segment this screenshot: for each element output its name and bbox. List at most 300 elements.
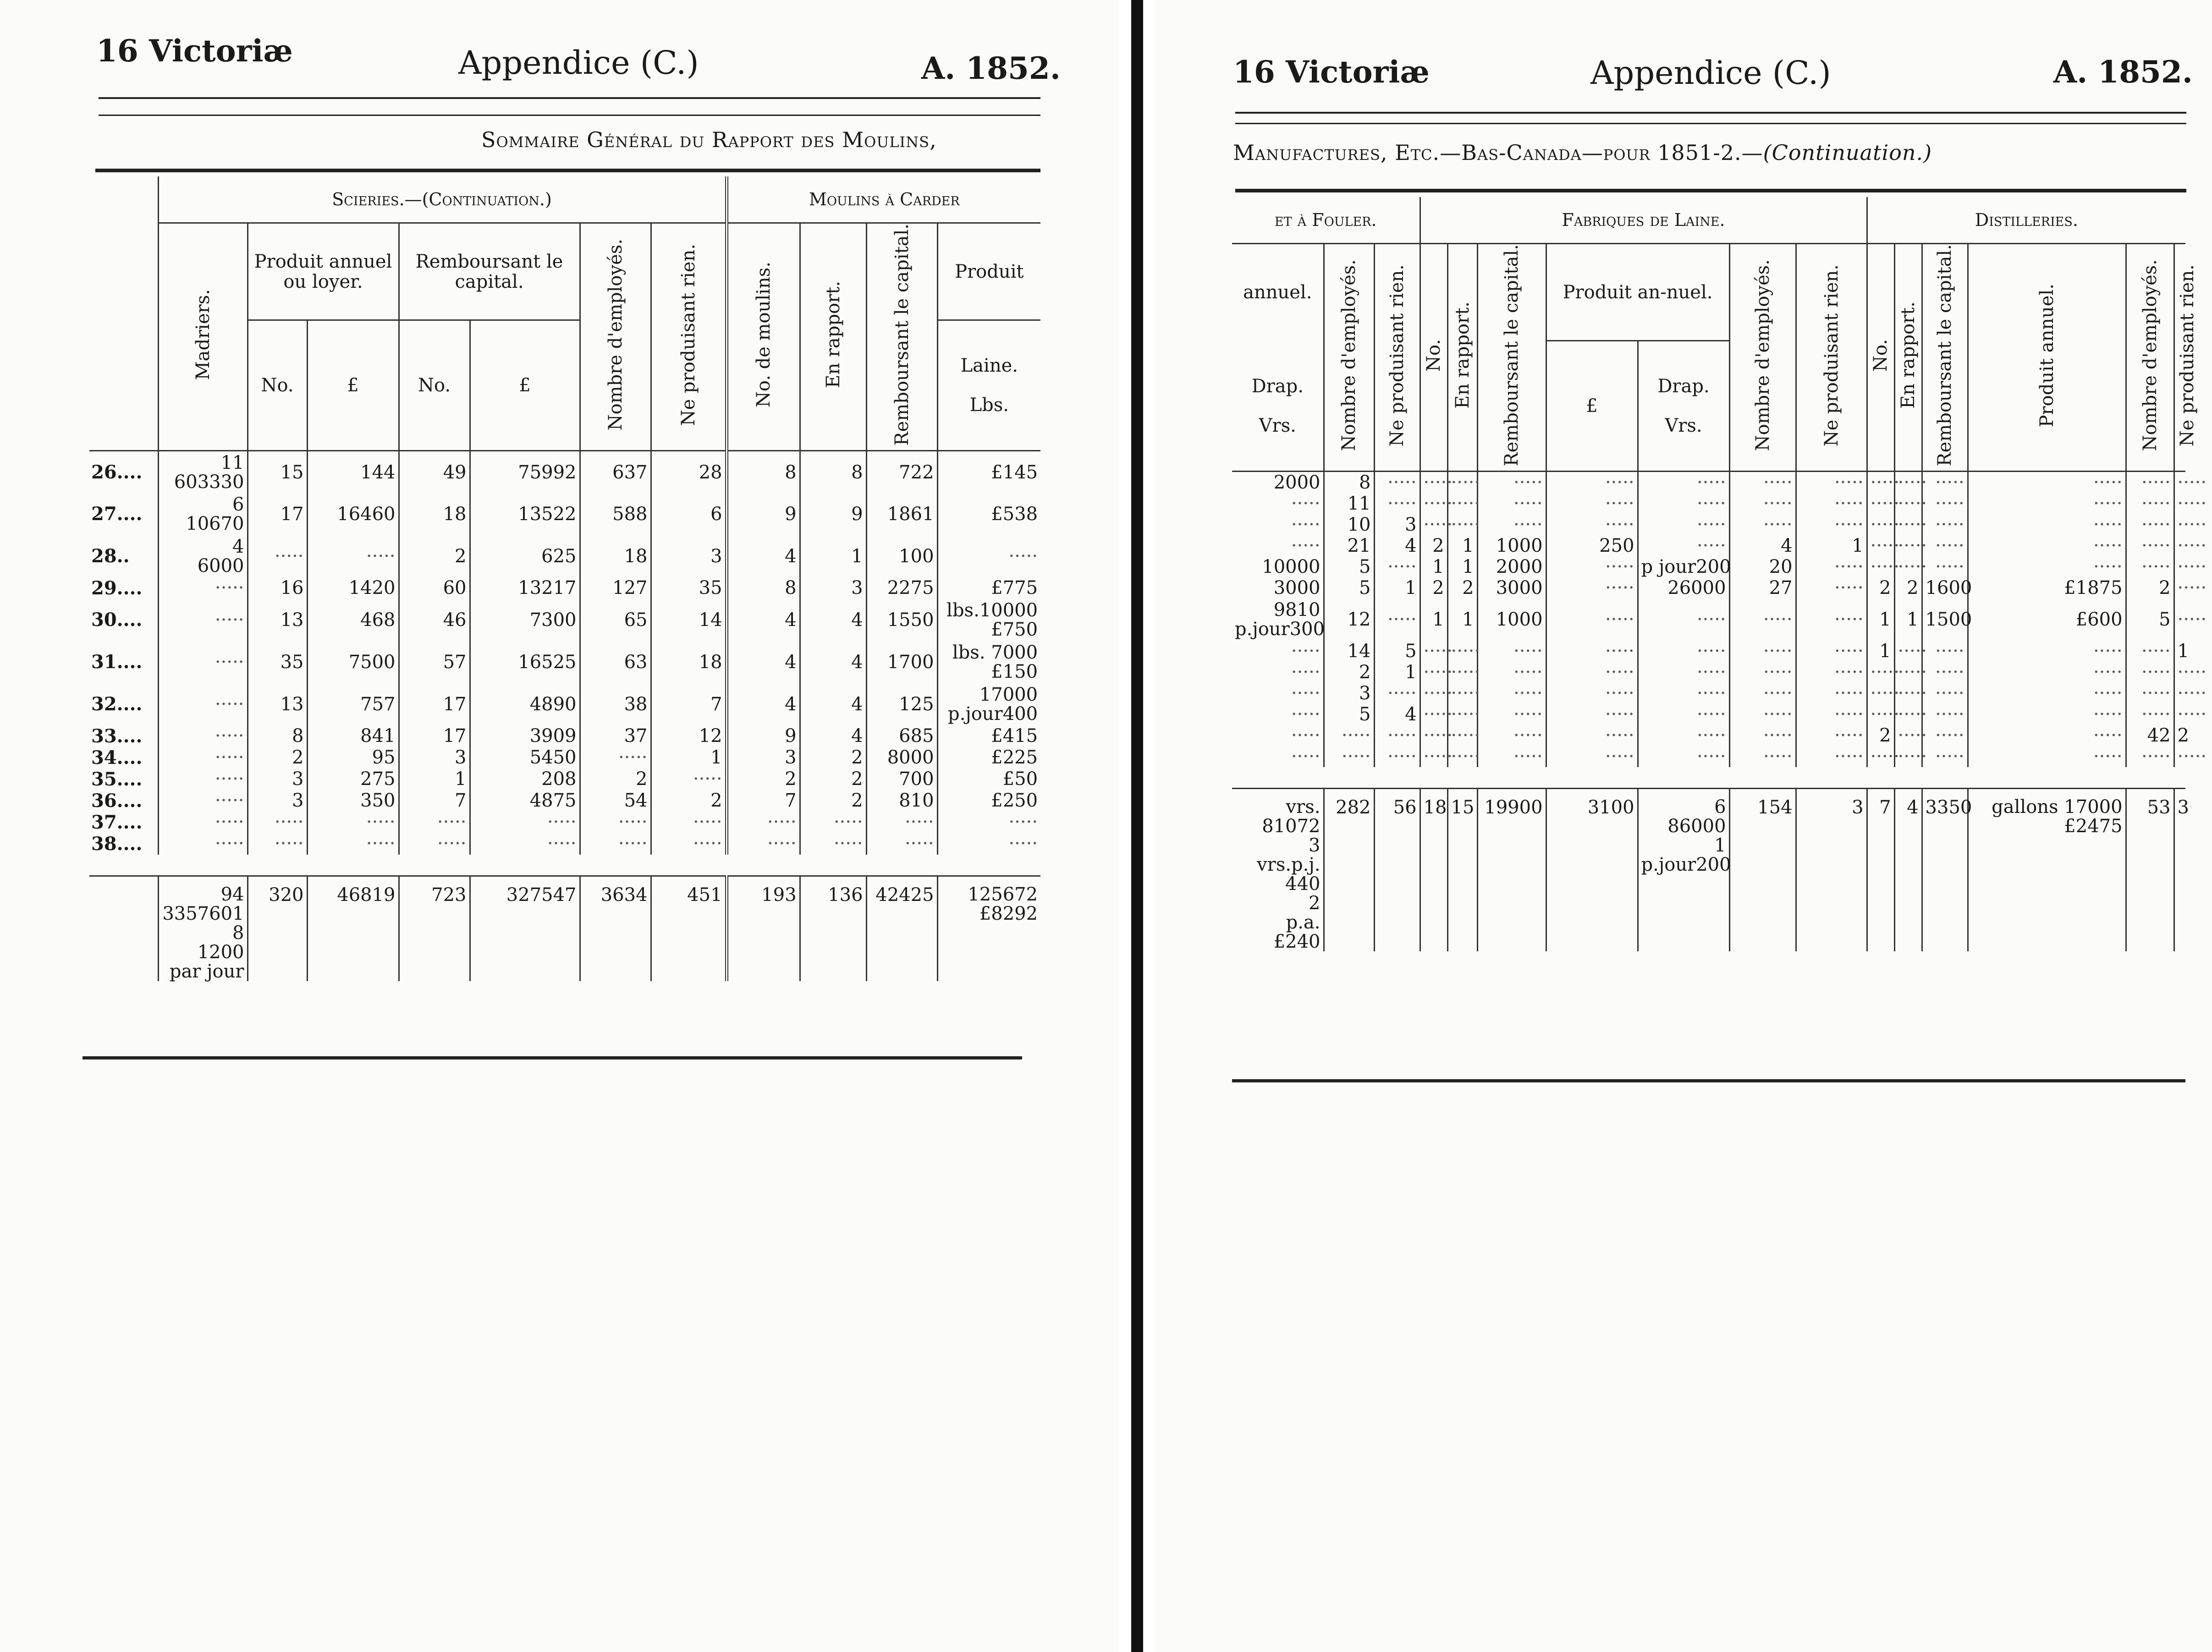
- left-spacer-cell: [89, 855, 1040, 876]
- col-fab-nombre-employes: Nombre d'employés.: [1729, 244, 1796, 472]
- right-cell-drc: 1500: [1922, 598, 1968, 641]
- left-cell-rc_no: 17: [399, 725, 470, 747]
- right-cell-der: 2: [1894, 577, 1922, 598]
- left-summary-table: [89, 176, 1040, 981]
- right-cell-fl: [1546, 556, 1638, 577]
- right-cell-drc: [1922, 662, 1968, 683]
- left-cell-laine: £145: [937, 451, 1040, 493]
- right-cell-fdr: [1638, 535, 1729, 556]
- left-cell-mno: 9: [726, 725, 800, 747]
- right-cell-fer: [1447, 704, 1477, 725]
- left-cell-mad: [158, 833, 248, 855]
- left-cell-emp: [580, 833, 651, 855]
- left-cell-mno: [726, 812, 800, 833]
- left-cell-nr: 14: [651, 599, 726, 641]
- right-cell-dpa: [1968, 683, 2126, 704]
- left-cell-emp: 2: [580, 768, 651, 790]
- right-cell-dnr: 2: [2174, 725, 2185, 746]
- right-cell-femp: 27: [1729, 577, 1796, 598]
- left-cell-pa_l: 16460: [307, 493, 399, 535]
- right-table-row: [1232, 514, 2185, 535]
- left-cell-pa_l: 757: [307, 683, 399, 725]
- left-cell-pa_no: 35: [248, 641, 307, 683]
- right-cell-frc: 1000: [1477, 598, 1546, 641]
- right-cell-fer: 1: [1447, 535, 1477, 556]
- right-table-row: [1232, 725, 2185, 746]
- left-cell-nr: 2: [651, 790, 726, 812]
- left-cell-rc_no: 723: [399, 876, 470, 981]
- right-cell-nr: [1374, 472, 1420, 494]
- right-cell-demp: 5: [2126, 598, 2174, 641]
- right-cell-nr: [1374, 598, 1420, 641]
- left-cell-emp: [580, 747, 651, 768]
- right-cell-dpa: [1968, 535, 2126, 556]
- right-cell-drc: [1922, 641, 1968, 662]
- right-cell-dpa: [1968, 704, 2126, 725]
- right-cell-dpa: [1968, 662, 2126, 683]
- right-cell-frc: [1477, 472, 1546, 494]
- right-cell-fno: [1420, 662, 1447, 683]
- right-cell-fdr: [1638, 598, 1729, 641]
- col-fab-no: No.: [1420, 244, 1447, 472]
- left-cell-nr: [651, 812, 726, 833]
- left-table-row: [89, 683, 1040, 725]
- left-cell-mno: 9: [726, 493, 800, 535]
- left-cell-mrc: [866, 812, 937, 833]
- col-annuel: annuel.: [1243, 282, 1312, 303]
- left-cell-pa_l: 95: [307, 747, 399, 768]
- col-laine: Laine. Lbs.: [937, 320, 1040, 451]
- right-cell-fer: [1447, 725, 1477, 746]
- col-en-rapport: En rapport.: [800, 223, 866, 451]
- left-spacer-row: [89, 855, 1040, 876]
- col-fab-ne-produisant: Ne produisant rien.: [1796, 244, 1867, 472]
- right-cell-emp: 10: [1324, 514, 1374, 535]
- left-cell-rc_l: 13522: [470, 493, 580, 535]
- col-dist-remboursant: Remboursant le capital.: [1922, 244, 1968, 472]
- left-cell-pa_no: 320: [248, 876, 307, 981]
- right-cell-demp: 2: [2126, 577, 2174, 598]
- right-cell-demp: [2126, 683, 2174, 704]
- right-cell-dpa: gallons 17000 £2475: [1968, 789, 2126, 952]
- left-cell-mrc: 8000: [866, 747, 937, 768]
- left-table-row: [89, 641, 1040, 683]
- right-cell-frc: 2000: [1477, 556, 1546, 577]
- left-cell-nr: 28: [651, 451, 726, 493]
- right-cell-femp: [1729, 683, 1796, 704]
- left-header-appendix: Appendice (C.): [458, 44, 699, 82]
- left-cell-pa_l: [307, 812, 399, 833]
- right-cell-dnr: [2174, 683, 2185, 704]
- right-cell-nr: [1374, 683, 1420, 704]
- left-table-row: [89, 833, 1040, 855]
- left-cell-mad: [158, 768, 248, 790]
- col-nombre-employes-r: Nombre d'employés.: [1324, 244, 1374, 472]
- right-cell-fer: [1447, 472, 1477, 494]
- right-cell-dpa: [1968, 641, 2126, 662]
- col-dist-no: No.: [1867, 244, 1894, 472]
- left-cell-n: 37....: [91, 811, 143, 833]
- left-cell-pa_no: 3: [248, 790, 307, 812]
- right-cell-fl: [1546, 725, 1638, 746]
- right-cell-fl: [1546, 683, 1638, 704]
- page-gutter: [1118, 0, 1155, 1652]
- right-cell-fnr: [1796, 746, 1867, 767]
- left-table-row: [89, 493, 1040, 535]
- right-cell-dnr: [2174, 535, 2185, 556]
- left-cell-mrc: 1550: [866, 599, 937, 641]
- left-cell-pa_no: [248, 535, 307, 577]
- right-cell-fdr: [1638, 683, 1729, 704]
- left-cell-mno: 7: [726, 790, 800, 812]
- right-cell-fnr: [1796, 641, 1867, 662]
- right-cell-emp: 5: [1324, 556, 1374, 577]
- right-cell-fno: [1420, 472, 1447, 494]
- group-et-a-fouler: et à Fouler.: [1232, 197, 1420, 244]
- right-cell-der: [1894, 472, 1922, 494]
- left-cell-nr: [651, 768, 726, 790]
- right-cell-der: [1894, 662, 1922, 683]
- right-cell-demp: [2126, 746, 2174, 767]
- right-cell-fnr: [1796, 725, 1867, 746]
- right-cell-drc: [1922, 514, 1968, 535]
- left-cell-emp: 18: [580, 535, 651, 577]
- left-cell-pa_no: 15: [248, 451, 307, 493]
- right-cell-demp: [2126, 472, 2174, 494]
- left-cell-laine: £250: [937, 790, 1040, 812]
- right-cell-fdr: [1638, 514, 1729, 535]
- left-cell-pa_no: [248, 833, 307, 855]
- left-cell-pa_no: 13: [248, 683, 307, 725]
- right-cell-drap: [1232, 725, 1324, 746]
- right-cell-fnr: [1796, 662, 1867, 683]
- col-ne-produisant: Ne produisant rien.: [651, 223, 726, 451]
- left-table-row: [89, 725, 1040, 747]
- right-cell-femp: [1729, 493, 1796, 514]
- right-cell-emp: 5: [1324, 577, 1374, 598]
- group-scieries: Scieries.—(Continuation.): [158, 176, 726, 223]
- right-cell-demp: [2126, 641, 2174, 662]
- right-cell-frc: [1477, 641, 1546, 662]
- right-cell-frc: [1477, 704, 1546, 725]
- right-table-row: [1232, 704, 2185, 725]
- left-cell-rc_no: 18: [399, 493, 470, 535]
- left-cell-mrc: 42425: [866, 876, 937, 981]
- right-cell-der: [1894, 704, 1922, 725]
- right-cell-frc: [1477, 683, 1546, 704]
- right-cell-fer: 15: [1447, 789, 1477, 952]
- right-cell-dnr: 1: [2174, 641, 2185, 662]
- right-cell-frc: [1477, 725, 1546, 746]
- left-cell-pa_l: 468: [307, 599, 399, 641]
- right-cell-drap: [1232, 514, 1324, 535]
- right-cell-dnr: [2174, 514, 2185, 535]
- col-rc-pound: £: [470, 320, 580, 451]
- right-cell-emp: 5: [1324, 704, 1374, 725]
- col-dist-ne-produisant: Ne produisant rien.: [2174, 244, 2185, 472]
- col-ne-produisant-r: Ne produisant rien.: [1374, 244, 1420, 472]
- col-dist-nombre-employes: Nombre d'employés.: [2126, 244, 2174, 472]
- right-cell-fdr: [1638, 472, 1729, 494]
- left-table-row: [89, 768, 1040, 790]
- right-cell-femp: [1729, 725, 1796, 746]
- left-cell-rc_no: 3: [399, 747, 470, 768]
- right-cell-drc: [1922, 704, 1968, 725]
- right-cell-demp: [2126, 535, 2174, 556]
- left-table-row: [89, 535, 1040, 577]
- left-cell-rc_l: [470, 833, 580, 855]
- right-cell-drap: 9810 p.jour300: [1235, 599, 1325, 640]
- right-cell-fnr: [1796, 683, 1867, 704]
- left-cell-mrc: 685: [866, 725, 937, 747]
- left-cell-rc_l: 5450: [470, 747, 580, 768]
- right-cell-fnr: [1796, 493, 1867, 514]
- right-cell-fno: [1420, 493, 1447, 514]
- left-cell-laine: [937, 833, 1040, 855]
- left-cell-n: 28..: [91, 545, 130, 567]
- left-cell-nr: 35: [651, 577, 726, 599]
- left-cell-rc_l: 208: [470, 768, 580, 790]
- right-cell-fl: [1546, 641, 1638, 662]
- col-remboursant-capital: Remboursant le capital.: [866, 223, 937, 451]
- group-moulins-a-carder: Moulins à Carder: [726, 176, 1040, 223]
- right-table-row: [1232, 535, 2185, 556]
- right-cell-fno: 2: [1420, 535, 1447, 556]
- left-cell-rc_l: 16525: [470, 641, 580, 683]
- right-cell-dpa: [1968, 493, 2126, 514]
- right-cell-drap: [1232, 746, 1324, 767]
- right-cell-fer: [1447, 683, 1477, 704]
- group-distilleries: Distilleries.: [1867, 197, 2185, 244]
- right-cell-fnr: 1: [1796, 535, 1867, 556]
- right-cell-fdr: [1638, 704, 1729, 725]
- right-cell-drap: 10000: [1262, 556, 1321, 578]
- right-cell-demp: [2126, 556, 2174, 577]
- right-total-row: [1232, 789, 2185, 952]
- right-cell-emp: 21: [1324, 535, 1374, 556]
- left-cell-rc_no: 7: [399, 790, 470, 812]
- left-cell-mer: 4: [800, 725, 866, 747]
- right-cell-fl: [1546, 704, 1638, 725]
- right-header-rule: [1235, 112, 2186, 114]
- right-cell-der: [1894, 725, 1922, 746]
- left-cell-laine: £775: [937, 577, 1040, 599]
- left-cell-mrc: [866, 833, 937, 855]
- left-cell-pa_l: 350: [307, 790, 399, 812]
- right-header-appendix: Appendice (C.): [1590, 54, 1831, 92]
- right-cell-dnr: [2174, 746, 2185, 767]
- right-cell-fl: [1546, 746, 1638, 767]
- left-cell-laine: £538: [937, 493, 1040, 535]
- left-subtitle: Sommaire Général du Rapport des Moulins,: [481, 127, 937, 152]
- right-cell-dpa: £1875: [1968, 577, 2126, 598]
- left-cell-rc_l: 13217: [470, 577, 580, 599]
- left-cell-nr: 451: [651, 876, 726, 981]
- right-cell-nr: 4: [1374, 704, 1420, 725]
- col-fab-remboursant: Remboursant le capital.: [1477, 244, 1546, 472]
- left-cell-rc_l: [470, 812, 580, 833]
- left-cell-laine: £50: [937, 768, 1040, 790]
- left-table-row: [89, 747, 1040, 768]
- left-cell-mer: 4: [800, 599, 866, 641]
- left-cell-mno: 8: [726, 451, 800, 493]
- right-table-row: [1232, 683, 2185, 704]
- left-cell-rc_no: 57: [399, 641, 470, 683]
- right-cell-nr: [1374, 725, 1420, 746]
- right-cell-fno: 1: [1420, 556, 1447, 577]
- right-cell-fnr: [1796, 704, 1867, 725]
- right-cell-frc: 1000: [1477, 535, 1546, 556]
- left-cell-n: [89, 876, 158, 981]
- right-cell-dno: [1867, 704, 1894, 725]
- left-cell-mad: [158, 683, 248, 725]
- col-produit-annuel: Produit annuel ou loyer.: [248, 223, 399, 320]
- col-fab-pound: £: [1546, 341, 1638, 472]
- right-cell-frc: [1477, 493, 1546, 514]
- right-table-row: [1232, 662, 2185, 683]
- right-cell-fdr: [1638, 641, 1729, 662]
- right-cell-dpa: [1968, 514, 2126, 535]
- left-cell-mrc: 700: [866, 768, 937, 790]
- left-cell-n: 32....: [91, 693, 143, 715]
- right-cell-fer: 1: [1447, 556, 1477, 577]
- right-cell-der: [1894, 683, 1922, 704]
- col-no-moulins: No. de moulins.: [726, 223, 800, 451]
- right-cell-drc: [1922, 683, 1968, 704]
- right-cell-demp: 42: [2126, 725, 2174, 746]
- right-cell-dno: [1867, 662, 1894, 683]
- right-table-row: [1232, 493, 2185, 514]
- left-cell-nr: 1: [651, 747, 726, 768]
- right-cell-demp: [2126, 704, 2174, 725]
- right-cell-emp: 14: [1324, 641, 1374, 662]
- right-cell-fer: 1: [1447, 598, 1477, 641]
- right-cell-nr: [1374, 556, 1420, 577]
- left-cell-pa_no: 8: [248, 725, 307, 747]
- right-cell-dpa: [1968, 725, 2126, 746]
- right-spacer-cell: [1232, 767, 2185, 789]
- left-cell-pa_no: [248, 812, 307, 833]
- col-fab-produit-annuel: Produit an-nuel.: [1546, 244, 1729, 341]
- left-cell-mer: 3: [800, 577, 866, 599]
- right-cell-emp: 282: [1324, 789, 1374, 952]
- right-cell-drap: 3000: [1273, 577, 1321, 599]
- right-cell-femp: [1729, 598, 1796, 641]
- left-cell-emp: 588: [580, 493, 651, 535]
- left-cell-nr: 3: [651, 535, 726, 577]
- left-cell-mad: [158, 577, 248, 599]
- col-pa-no: No.: [248, 320, 307, 451]
- left-table-row: [89, 451, 1040, 493]
- left-cell-mrc: 2275: [866, 577, 937, 599]
- right-cell-drap: [1232, 704, 1324, 725]
- right-cell-emp: [1324, 746, 1374, 767]
- right-cell-nr: 1: [1374, 662, 1420, 683]
- right-cell-der: [1894, 556, 1922, 577]
- right-cell-dpa: £600: [1968, 598, 2126, 641]
- right-cell-dno: 1: [1867, 598, 1894, 641]
- left-cell-pa_l: 46819: [307, 876, 399, 981]
- right-table-bottom-rule: [1232, 1079, 2185, 1082]
- right-cell-fnr: [1796, 577, 1867, 598]
- right-cell-drc: [1922, 746, 1968, 767]
- right-cell-dnr: [2174, 662, 2185, 683]
- left-cell-pa_l: 841: [307, 725, 399, 747]
- left-cell-nr: 12: [651, 725, 726, 747]
- left-cell-mer: 9: [800, 493, 866, 535]
- right-cell-fer: [1447, 514, 1477, 535]
- left-cell-rc_l: 625: [470, 535, 580, 577]
- left-cell-n: 33....: [91, 725, 143, 747]
- right-cell-drc: [1922, 493, 1968, 514]
- right-cell-femp: [1729, 746, 1796, 767]
- right-page: [1155, 0, 2212, 1652]
- right-cell-nr: 3: [1374, 514, 1420, 535]
- left-cell-n: 34....: [91, 746, 143, 768]
- left-cell-mrc: 125: [866, 683, 937, 725]
- left-cell-n: 36....: [91, 790, 143, 812]
- right-cell-fno: [1420, 641, 1447, 662]
- right-cell-fdr: 26000: [1638, 577, 1729, 598]
- right-cell-femp: 20: [1729, 556, 1796, 577]
- right-cell-drap: [1232, 493, 1324, 514]
- col-fab-en-rapport: En rapport.: [1447, 244, 1477, 472]
- right-cell-nr: 1: [1374, 577, 1420, 598]
- right-cell-frc: [1477, 746, 1546, 767]
- right-cell-frc: 19900: [1477, 789, 1546, 952]
- right-cell-nr: 5: [1374, 641, 1420, 662]
- left-cell-laine: lbs. 7000 £150: [937, 641, 1040, 683]
- right-cell-dnr: [2174, 598, 2185, 641]
- left-cell-mer: 2: [800, 768, 866, 790]
- right-cell-femp: 154: [1729, 789, 1796, 952]
- left-cell-mer: 1: [800, 535, 866, 577]
- col-pa-pound: £: [307, 320, 399, 451]
- right-cell-fnr: [1796, 556, 1867, 577]
- left-cell-mad: [158, 812, 248, 833]
- right-cell-fl: [1546, 472, 1638, 494]
- right-cell-emp: 12: [1324, 598, 1374, 641]
- col-fab-drap-vrs: Drap. Vrs.: [1638, 341, 1729, 472]
- right-cell-drap: [1232, 662, 1324, 683]
- left-cell-laine: £225: [937, 747, 1040, 768]
- left-cell-emp: 63: [580, 641, 651, 683]
- left-cell-emp: 3634: [580, 876, 651, 981]
- left-total-row: [89, 876, 1040, 981]
- left-cell-mer: 2: [800, 747, 866, 768]
- left-cell-pa_l: 7500: [307, 641, 399, 683]
- col-remboursant: Remboursant le capital.: [399, 223, 580, 320]
- left-cell-mer: [800, 833, 866, 855]
- left-cell-nr: 18: [651, 641, 726, 683]
- left-cell-emp: [580, 812, 651, 833]
- right-cell-der: [1894, 535, 1922, 556]
- right-cell-fno: [1420, 514, 1447, 535]
- left-table-row: [89, 577, 1040, 599]
- right-cell-fnr: [1796, 514, 1867, 535]
- left-cell-rc_no: 1: [399, 768, 470, 790]
- col-nombre-employes: Nombre d'employés.: [580, 223, 651, 451]
- right-cell-femp: [1729, 662, 1796, 683]
- right-cell-frc: [1477, 514, 1546, 535]
- left-cell-mer: 4: [800, 683, 866, 725]
- left-cell-n: 31....: [91, 651, 143, 673]
- left-cell-pa_l: 144: [307, 451, 399, 493]
- left-cell-mad: 4 6000: [158, 535, 248, 577]
- right-header-session: 16 Victoriæ: [1233, 54, 1430, 90]
- right-cell-dnr: [2174, 577, 2185, 598]
- left-cell-rc_l: 4890: [470, 683, 580, 725]
